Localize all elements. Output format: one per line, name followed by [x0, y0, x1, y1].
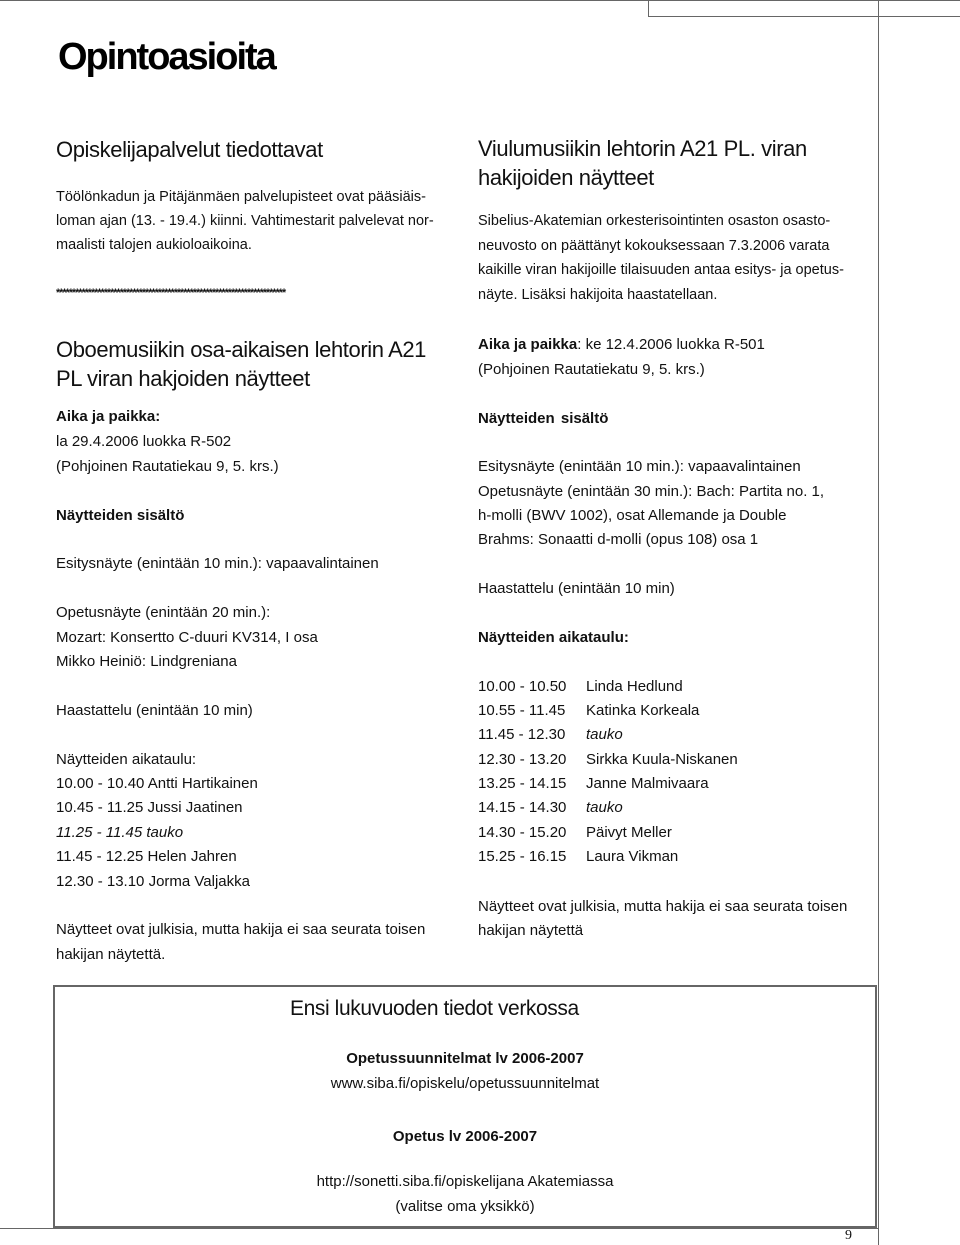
column-divider-1: [648, 0, 649, 17]
oboe-teaching-sample: Mikko Heiniö: Lindgreniana: [56, 653, 237, 670]
bottom-left-rule: [0, 1228, 878, 1229]
schedule-time: 10.00 - 10.50: [478, 678, 567, 695]
violin-intro: kaikille viran hakijoille tilaisuuden antaa esitys- ja opetus-: [478, 262, 844, 278]
violin-time-place: [478, 335, 765, 355]
schedule-time: 15.25 - 16.15: [478, 848, 567, 865]
student-services-heading: Opiskelijapalvelut tiedottavat: [56, 137, 323, 162]
oboe-teaching-sample: Mozart: Konsertto C-duuri KV314, I osa: [56, 629, 318, 646]
top-right-rule-upper: [648, 16, 960, 17]
teaching-note: (valitse oma yksikkö): [395, 1198, 535, 1215]
schedule-name: Laura Vikman: [586, 848, 679, 865]
violin-public-note: hakijan näytettä: [478, 922, 584, 939]
violin-time-place-value: : ke 12.4.2006 luokka R-501: [577, 336, 765, 353]
column-divider-2: [878, 0, 879, 1245]
oboe-schedule-row: 12.30 - 13.10 Jorma Valjakka: [56, 873, 250, 890]
violin-time-place-line2: (Pohjoinen Rautatiekatu 9, 5. krs.): [478, 361, 705, 378]
info-box-heading: Ensi lukuvuoden tiedot verkossa: [290, 997, 579, 1020]
schedule-time: 11.45 - 12.30: [478, 726, 566, 743]
violin-sample: Opetusnäyte (enintään 30 min.): Bach: Partita no. 1,: [478, 483, 825, 500]
schedule-name: Päivyt Meller: [586, 824, 672, 841]
schedule-name: Katinka Korkeala: [586, 702, 700, 719]
violin-intro: näyte. Lisäksi hakijoita haastatellaan.: [478, 287, 718, 303]
page-title: Opintoasioita: [58, 36, 275, 78]
violin-intro: neuvosto on päättänyt kokouksessaan 7.3.2006 varata: [478, 238, 830, 254]
violin-intro: Sibelius-Akatemian orkesterisointinten osaston osasto-: [478, 213, 831, 229]
violin-sample: Brahms: Sonaatti d-molli (opus 108) osa 1: [478, 531, 759, 548]
oboe-time-place-label: Aika ja paikka:: [56, 408, 161, 425]
schedule-name: Sirkka Kuula-Niskanen: [586, 751, 738, 768]
oboe-heading: Oboemusiikin osa-aikaisen lehtorin A21: [56, 337, 427, 362]
teaching-label: Opetus lv 2006-2007: [392, 1128, 538, 1145]
oboe-time-place: (Pohjoinen Rautatiekau 9, 5. krs.): [56, 458, 279, 475]
schedule-name: tauko: [586, 799, 623, 816]
violin-content-label: Näytteiden sisältö: [478, 410, 609, 427]
schedule-name: Linda Hedlund: [586, 678, 683, 695]
asterisk-separator: ************************************************************************: [56, 287, 286, 299]
violin-sample: h-molli (BWV 1002), osat Allemande ja Double: [478, 507, 787, 524]
violin-heading: hakijoiden näytteet: [478, 165, 654, 190]
violin-time-place-label: Aika ja paikka: [478, 336, 578, 353]
curriculum-label: Opetussuunnitelmat lv 2006-2007: [346, 1050, 584, 1067]
teaching-url[interactable]: http://sonetti.siba.fi/opiskelijana Akatemiassa: [316, 1173, 614, 1190]
info-box: [53, 985, 877, 1228]
oboe-schedule-row: 11.25 - 11.45 tauko: [56, 824, 184, 841]
violin-interview: Haastattelu (enintään 10 min): [478, 580, 675, 597]
schedule-time: 14.15 - 14.30: [478, 799, 567, 816]
student-services-line: maalisti talojen aukioloaikoina.: [56, 237, 252, 253]
oboe-public-note: Näytteet ovat julkisia, mutta hakija ei saa seurata toisen: [56, 921, 426, 938]
top-rule: [0, 0, 960, 1]
student-services-line: loman ajan (13. - 19.4.) kiinni. Vahtimestarit palvelevat nor-: [56, 213, 434, 229]
violin-heading: Viulumusiikin lehtorin A21 PL. viran: [478, 136, 807, 161]
schedule-time: 13.25 - 14.15: [478, 775, 567, 792]
oboe-heading: PL viran hakjoiden näytteet: [56, 366, 310, 391]
oboe-schedule-row: 10.45 - 11.25 Jussi Jaatinen: [56, 799, 243, 816]
oboe-content-label: Näytteiden sisältö: [56, 507, 185, 524]
page-number: 9: [845, 1228, 852, 1243]
schedule-name: Janne Malmivaara: [586, 775, 709, 792]
schedule-time: 10.55 - 11.45: [478, 702, 566, 719]
violin-sample: Esitysnäyte (enintään 10 min.): vapaavalintainen: [478, 458, 801, 475]
violin-public-note: Näytteet ovat julkisia, mutta hakija ei saa seurata toisen: [478, 898, 848, 915]
student-services-line: Töölönkadun ja Pitäjänmäen palvelupisteet ovat pääsiäis-: [56, 189, 426, 205]
violin-schedule-label: Näytteiden aikataulu:: [478, 629, 629, 646]
schedule-time: 14.30 - 15.20: [478, 824, 567, 841]
schedule-time: 12.30 - 13.20: [478, 751, 567, 768]
oboe-schedule-label: Näytteiden aikataulu:: [56, 751, 197, 768]
oboe-time-place: la 29.4.2006 luokka R-502: [56, 433, 232, 450]
oboe-schedule-row: 11.45 - 12.25 Helen Jahren: [56, 848, 237, 865]
oboe-interview: Haastattelu (enintään 10 min): [56, 702, 253, 719]
oboe-schedule-row: 10.00 - 10.40 Antti Hartikainen: [56, 775, 258, 792]
oboe-public-note: hakijan näytettä.: [56, 946, 166, 963]
schedule-name: tauko: [586, 726, 623, 743]
curriculum-url[interactable]: www.siba.fi/opiskelu/opetussuunnitelmat: [330, 1075, 600, 1092]
oboe-teaching-sample: Opetusnäyte (enintään 20 min.):: [56, 604, 271, 621]
oboe-performance-sample: Esitysnäyte (enintään 10 min.): vapaavalintainen: [56, 555, 379, 572]
